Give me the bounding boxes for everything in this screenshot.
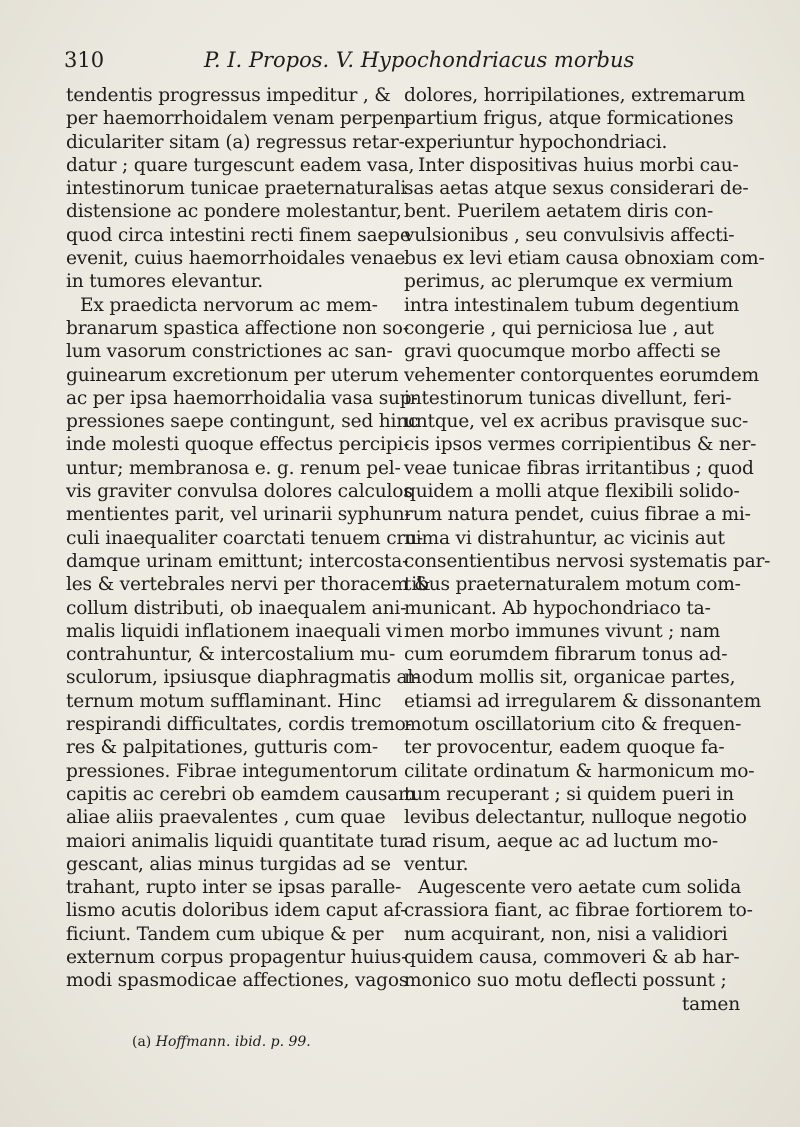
footnote-ref: (a) [132,1034,152,1050]
text-line: intestinorum tunicae praeternaturali [66,178,407,200]
text-line: partium frigus, atque formicationes [404,108,734,130]
text-line: cilitate ordinatum & harmonicum mo- [404,760,755,782]
text-line: modum mollis sit, organicae partes, [404,667,736,689]
text-line: sas aetas atque sexus considerari de- [404,178,749,200]
text-line: tum recuperant ; si quidem pueri in [404,783,734,805]
text-line: trahant, rupto inter se ipsas paralle- [66,877,402,899]
text-line: externum corpus propagentur huius- [66,946,408,968]
text-line: evenit, cuius haemorrhoidales venae [66,248,406,270]
text-line: Inter dispositivas huius morbi cau- [418,154,739,176]
text-line: men morbo immunes vivunt ; nam [404,620,721,642]
text-line: pressiones. Fibrae integumentorum [66,760,398,782]
text-line: lismo acutis doloribus idem caput af- [66,900,407,922]
text-line: dolores, horripilationes, extremarum [404,85,746,106]
text-line: tendentis progressus impeditur , & [66,85,391,106]
text-line: perimus, ac plerumque ex vermium [404,271,733,293]
text-line: experiuntur hypochondriaci. [404,131,668,153]
text-line: num acquirant, non, nisi a validiori [404,923,728,945]
text-line: Augescente vero aetate cum solida [418,877,742,899]
text-line: monico suo motu deflecti possunt ; [404,970,727,992]
text-line: Ex praedicta nervorum ac mem- [80,294,378,316]
text-line: respirandi difficultates, cordis tremo- [66,714,412,736]
text-line: municant. Ab hypochondriaco ta- [404,597,711,619]
text-line: tibus praeternaturalem motum com- [404,574,741,596]
text-line: modi spasmodicae affectiones, vagos [66,970,409,992]
text-line: aliae aliis praevalentes , cum quae [66,807,386,829]
text-line: ficiunt. Tandem cum ubique & per [66,923,384,945]
text-line: veae tunicae fibras irritantibus ; quod [404,457,754,479]
text-line: congerie , qui perniciosa lue , aut [404,317,714,339]
text-line: ter provocentur, eadem quoque fa- [404,737,725,759]
text-line: guinearum excretionum per uterum [66,364,399,386]
text-line: ventur. [404,853,469,875]
text-line: motum oscillatorium cito & frequen- [404,714,742,736]
text-line: branarum spastica affectione non so- [66,317,409,339]
text-line: damque urinam emittunt; intercosta- [66,550,409,572]
text-line: per haemorrhoidalem venam perpen- [66,108,412,130]
text-line: maiori animalis liquidi quantitate tur- [66,830,414,852]
text-line: ad risum, aeque ac ad luctum mo- [404,830,718,852]
text-line: sculorum, ipsiusque diaphragmatis al- [66,667,420,689]
text-line: vulsionibus , seu convulsivis affecti- [404,224,735,246]
text-line: consentientibus nervosi systematis par- [404,550,771,572]
text-line: gescant, alias minus turgidas ad se [66,853,391,875]
text-line: bus ex levi etiam causa obnoxiam com- [404,248,765,270]
text-line: gravi quocumque morbo affecti se [404,341,721,363]
text-line: mentientes parit, vel urinarii syphun- [66,504,411,526]
text-line: etiamsi ad irregularem & dissonantem [404,690,762,712]
text-line: dicularitеr sitam (a) regressus retar- [66,131,405,153]
text-line: inde molesti quoque effectus percipi- [66,434,410,456]
text-line: les & vertebrales nervi per thoracem & [66,574,431,596]
text-line: culi inaequaliter coarctati tenuem cru- [66,527,423,549]
left-column [66,84,431,993]
text-line: contrahuntur, & intercostalium mu- [66,644,396,666]
text-line: untur; membranosa e. g. renum pel- [66,457,401,479]
text-line: cum eorumdem fibrarum tonus ad- [404,644,728,666]
text-line: quidem a molli atque flexibili solido- [404,481,740,503]
text-line: capitis ac cerebri ob eamdem causam [66,783,416,805]
text-line: vehementer contorquentes eorumdem [404,364,759,386]
text-line: crassiora fiant, ac fibrae fortiorem to- [404,900,753,922]
text-line: collum distributi, ob inaequalem ani- [66,597,407,619]
text-line: vis graviter convulsa dolores calculos [66,481,413,503]
text-line: datur ; quare turgescunt eadem vasa, [66,154,415,176]
text-line: ternum motum sufflaminant. Hinc [66,690,382,712]
text-line: nima vi distrahuntur, ac vicinis aut [404,527,725,549]
text-line: lum vasorum constrictiones ac san- [66,341,393,363]
running-title: P. I. Propos. V. Hypochondriacus morbus [204,48,635,72]
running-header [64,48,635,80]
text-line: bent. Puerilem aetatem diris con- [404,201,714,223]
text-line: levibus delectantur, nulloque negotio [404,807,747,829]
text-line: ac per ipsa haemorrhoidalia vasa sup- [66,387,418,409]
text-line: malis liquidi inflationem inaequali vi [66,620,403,642]
text-line: intestinorum tunicas divellunt, feri- [404,387,732,409]
text-line: cis ipsos vermes corripientibus & ner- [404,434,757,456]
footnote [132,1034,311,1050]
text-line: quod circa intestini recti finem saepe [66,224,411,246]
catchword: tamen [681,993,740,1015]
page-number: 310 [64,48,105,72]
text-line: intra intestinalem tubum degentium [404,294,740,316]
text-line: res & palpitationes, gutturis com- [66,737,378,759]
footnote-source: Hoffmann. ibid. p. 99. [155,1034,311,1050]
text-line: quidem causa, commoveri & ab har- [404,946,740,968]
text-line: in tumores elevantur. [66,271,263,293]
right-column [404,84,771,1016]
text-line: distensione ac pondere molestantur, [66,201,402,223]
text-line: rum natura pendet, cuius fibrae a mi- [404,504,751,526]
text-line: untque, vel ex acribus pravisque suc- [404,411,749,433]
text-line: pressiones saepe contingunt, sed hinc [66,411,419,433]
